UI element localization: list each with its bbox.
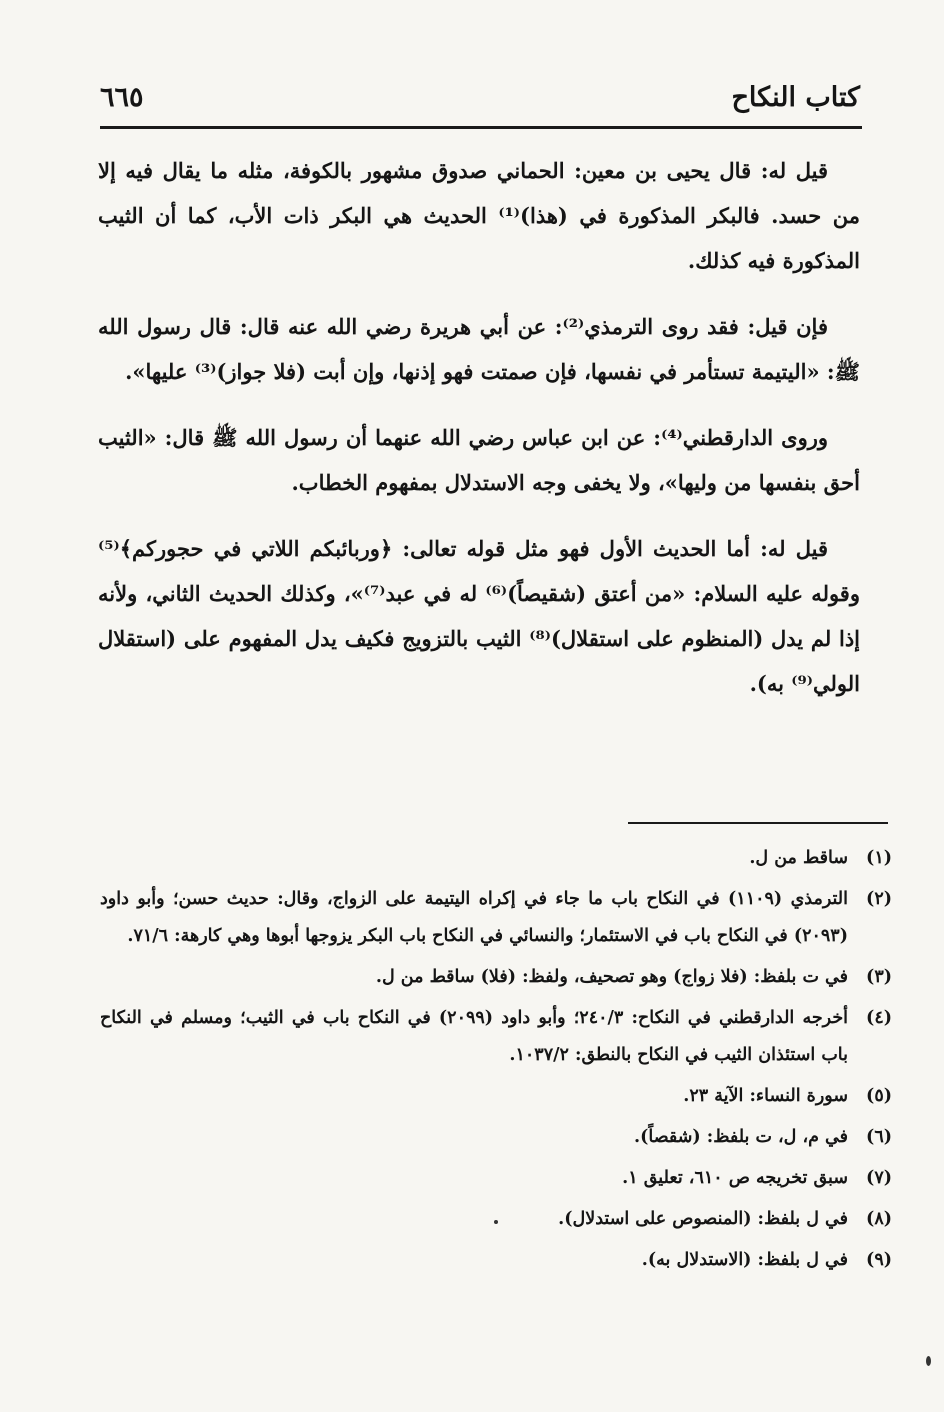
main-text xyxy=(98,148,860,727)
footnote xyxy=(100,840,892,877)
footnote-text: في ت بلفظ: (فلا زواج) وهو تصحيف، ولفظ: (فلا) ساقط من ل. xyxy=(375,967,848,987)
footnote xyxy=(100,1160,892,1197)
footnote-number: (٢) xyxy=(866,889,892,909)
footnote-text: أخرجه الدارقطني في النكاح: ٢٤٠/٣؛ وأبو داود (٢٠٩٩) في النكاح باب في الثيب؛ ومسلم في النكاح باب استئذان الثيب في النكاح بالنطق: ١٠٣٧/٢. xyxy=(100,1008,849,1065)
page-number: ٦٦٥ xyxy=(100,82,144,113)
footnote xyxy=(100,1119,892,1156)
footnote xyxy=(100,1000,892,1074)
running-title: كتاب النكاح xyxy=(731,82,860,113)
footnote-text: ساقط من ل. xyxy=(749,848,848,868)
paragraph: قيل له: أما الحديث الأول فهو مثل قوله تعالى: ﴿وربائبكم اللاتي في حجوركم﴾⁽⁵⁾ وقوله عليه السلام: «من أعتق (شقيصاً)⁽⁶⁾ له في عبد⁽⁷⁾»، وكذلك الحديث الثاني، ولأنه إذا لم يدل (المنظوم على استقلال)⁽⁸⁾ الثيب بالتزويج فكيف يدل المفهوم على (استقلال الولي⁽⁹⁾ به). xyxy=(98,536,861,696)
paragraph: فإن قيل: فقد روى الترمذي⁽²⁾: عن أبي هريرة رضي الله عنه قال: قال رسول الله ﷺ: «اليتيمة تستأمر في نفسها، فإن صمتت فهو إذنها، وإن أبت (فلا جواز)⁽³⁾ عليها». xyxy=(98,314,860,384)
footnote xyxy=(100,959,892,996)
footnote-text: سبق تخريجه ص ٦١٠، تعليق ١. xyxy=(622,1168,848,1188)
footnote-text: في ل بلفظ: (المنصوص على استدلال). xyxy=(558,1209,848,1229)
footnote xyxy=(100,881,892,955)
paragraph: وروى الدارقطني⁽⁴⁾: عن ابن عباس رضي الله عنهما أن رسول الله ﷺ قال: «الثيب أحق بنفسها من وليها»، ولا يخفى وجه الاستدلال بمفهوم الخطاب. xyxy=(98,425,860,495)
footnote-number: (١) xyxy=(866,848,892,868)
scan-speck xyxy=(494,1220,498,1224)
page-header xyxy=(100,78,860,124)
paragraph: قيل له: قال يحيى بن معين: الحماني صدوق مشهور بالكوفة، مثله ما يقال فيه إلا من حسد. فالبكر المذكورة في (هذا)⁽¹⁾ الحديث هي البكر ذات الأب، كما أن الثيب المذكورة فيه كذلك. xyxy=(98,158,860,273)
footnotes xyxy=(100,840,892,1283)
footnote xyxy=(100,1242,892,1279)
footnote-number: (٦) xyxy=(866,1127,892,1147)
footnote-number: (٧) xyxy=(866,1168,892,1188)
footnote-text: في م، ل، ت بلفظ: (شقصاً). xyxy=(634,1127,848,1147)
footnote-number: (٩) xyxy=(866,1250,892,1270)
footnote-number: (٣) xyxy=(866,967,892,987)
footnote-number: (٤) xyxy=(866,1008,892,1028)
footnote-separator xyxy=(628,822,888,824)
footnote-text: في ل بلفظ: (الاستدلال به). xyxy=(641,1250,848,1270)
header-rule xyxy=(100,126,862,129)
footnote-text: سورة النساء: الآية ٢٣. xyxy=(683,1086,848,1106)
scan-speck xyxy=(926,1356,931,1366)
footnote-text: الترمذي (١١٠٩) في النكاح باب ما جاء في إكراه اليتيمة على الزواج، وقال: حديث حسن؛ وأبو داود (٢٠٩٣) في النكاح باب في الاستئمار؛ والنسائي في النكاح باب البكر يزوجها أبوها وهي كارهة: ٧١/٦. xyxy=(100,889,849,946)
footnote-number: (٥) xyxy=(866,1086,892,1106)
footnote xyxy=(100,1078,892,1115)
footnote-number: (٨) xyxy=(866,1209,892,1229)
